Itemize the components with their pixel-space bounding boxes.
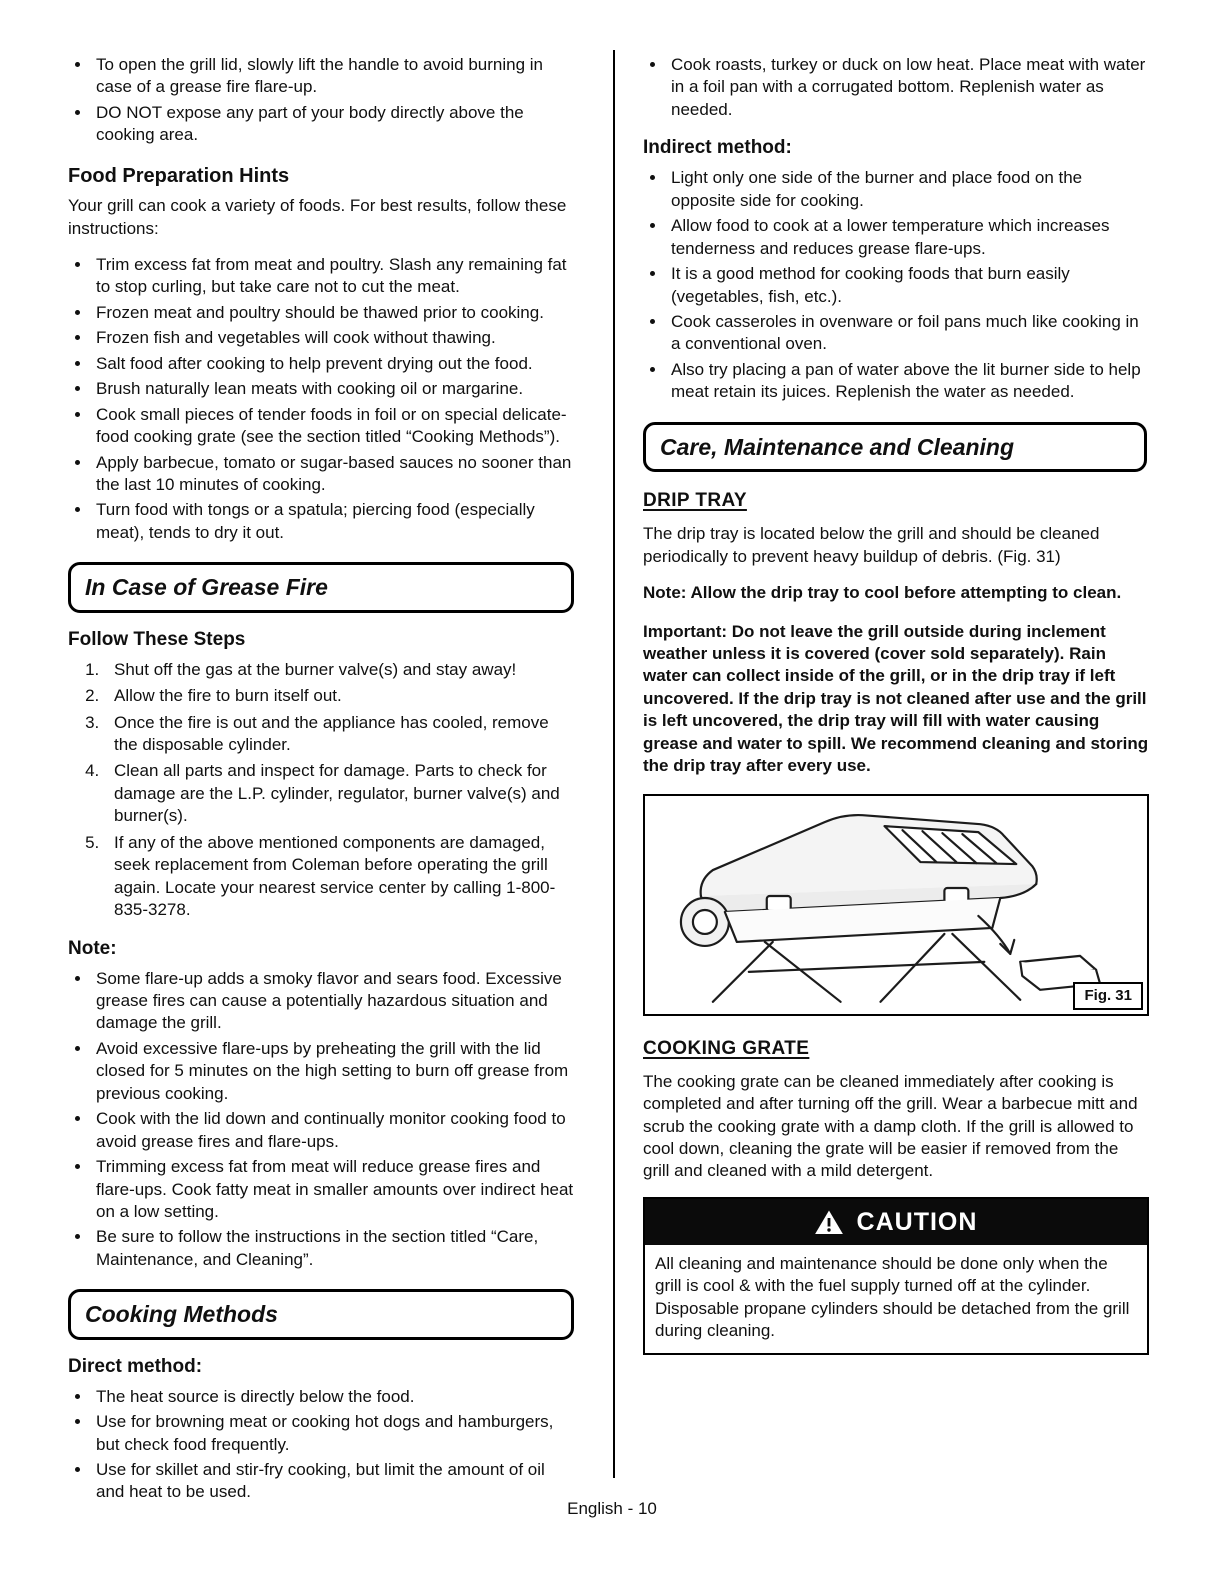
list-item: • Frozen fish and vegetables will cook without thawing. <box>92 327 576 349</box>
caution-title: CAUTION <box>856 1207 978 1236</box>
list-item: • Apply barbecue, tomato or sugar-based sauces no sooner than the last 10 minutes of cooking. <box>92 452 576 497</box>
list-item: • DO NOT expose any part of your body directly above the cooking area. <box>92 102 576 147</box>
drip-tray-body: The drip tray is located below the grill and should be cleaned periodically to prevent heavy buildup of debris. (Fig. 31) <box>643 524 1100 566</box>
list-item: • Trimming excess fat from meat will reduce grease fires and flare-ups. Cook fatty meat in smaller amounts over indirect heat on a low setting. <box>92 1156 576 1223</box>
left-column <box>68 54 576 1514</box>
list-item: • Cook with the lid down and continually monitor cooking food to avoid grease fires and flare-ups. <box>92 1108 576 1153</box>
food-prep-heading: Food Preparation Hints <box>68 164 290 187</box>
cooking-grate-body: The cooking grate can be cleaned immediately after cooking is completed and after turning off the grill. Wear a barbecue mitt and scrub the cooking grate with a damp cloth. If the grill is allowed to cool down, cleaning the grate will be easier if removed from the grill and cleaned with a mild detergent. <box>643 1071 1138 1181</box>
list-item: • Trim excess fat from meat and poultry. Slash any remaining fat to stop curling, but take care not to cut the meat. <box>92 254 576 299</box>
grill-drip-tray-illustration <box>649 800 1143 1008</box>
care-section-title-text: Care, Maintenance and Cleaning <box>660 433 1015 460</box>
grease-fire-step-list <box>68 659 576 922</box>
list-item: • Use for browning meat or cooking hot dogs and hamburgers, but check food frequently. <box>92 1411 576 1456</box>
column-divider <box>613 50 615 1478</box>
list-item: 4. Clean all parts and inspect for damage. Parts to check for damage are the L.P. cylinder, regulator, burner valve(s) and burner(s). <box>104 760 576 827</box>
list-item: • Avoid excessive flare-ups by preheating the grill with the lid closed for 5 minutes on the high setting to burn off grease from previous cooking. <box>92 1038 576 1105</box>
drip-tray-important: Important: Do not leave the grill outside during inclement weather unless it is covered (cover sold separately). Rain water can collect inside of the grill, or in the drip tray if left uncovered. If the drip tray is not cleaned after use and the grill is left uncovered, the drip tray will fill with water causing grease and water to spill. We recommend cleaning and storing the drip tray after every use. <box>643 621 1149 776</box>
food-prep-intro: Your grill can cook a variety of foods. For best results, follow these instructions: <box>68 196 567 238</box>
care-section-title <box>643 422 1147 472</box>
grease-fire-section-title-text: In Case of Grease Fire <box>85 574 328 601</box>
page-footer: English - 10 <box>567 1499 657 1518</box>
caution-header <box>645 1199 1147 1245</box>
list-item: • Use for skillet and stir-fry cooking, but limit the amount of oil and heat to be used. <box>92 1459 576 1504</box>
list-item: • Frozen meat and poultry should be thawed prior to cooking. <box>92 302 576 324</box>
list-item: • To open the grill lid, slowly lift the handle to avoid burning in case of a grease fire flare-up. <box>92 54 576 99</box>
list-item: • Some flare-up adds a smoky flavor and sears food. Excessive grease fires can cause a potentially hazardous situation and damage the grill. <box>92 968 576 1035</box>
list-item: • Cook casseroles in ovenware or foil pans much like cooking in a conventional oven. <box>667 311 1149 356</box>
top-bullet-list <box>68 54 576 147</box>
list-item: 5. If any of the above mentioned components are damaged, seek replacement from Coleman before operating the grill again. Locate your nearest service center by calling 1-800-835-3278. <box>104 832 576 922</box>
cooking-methods-section-title <box>68 1289 574 1339</box>
indirect-method-bullet-list <box>643 167 1149 403</box>
right-column <box>643 54 1149 1355</box>
list-item: 2. Allow the fire to burn itself out. <box>104 685 576 707</box>
list-item: • Brush naturally lean meats with cooking oil or margarine. <box>92 378 576 400</box>
right-top-bullet-list <box>643 54 1149 121</box>
warning-triangle-icon <box>815 1210 843 1235</box>
follow-steps-heading: Follow These Steps <box>68 628 246 650</box>
cooking-grate-heading: COOKING GRATE <box>643 1037 810 1059</box>
indirect-method-heading: Indirect method: <box>643 137 792 159</box>
list-item: • Cook roasts, turkey or duck on low heat. Place meat with water in a foil pan with a corrugated bottom. Replenish water as needed. <box>667 54 1149 121</box>
drip-tray-note: Note: Allow the drip tray to cool before attempting to clean. <box>643 583 1122 603</box>
caution-box <box>643 1197 1149 1355</box>
figure-label: Fig. 31 <box>1073 982 1143 1010</box>
list-item: • Cook small pieces of tender foods in foil or on special delicate-food cooking grate (see the section titled “Cooking Methods”). <box>92 404 576 449</box>
list-item: • Turn food with tongs or a spatula; piercing food (especially meat), tends to dry it out. <box>92 499 576 544</box>
cooking-methods-section-title-text: Cooking Methods <box>85 1301 278 1328</box>
list-item: • Light only one side of the burner and place food on the opposite side for cooking. <box>667 167 1149 212</box>
caution-body-text: All cleaning and maintenance should be done only when the grill is cool & with the fuel supply turned off at the cylinder. Disposable propane cylinders should be detached from the grill during cleaning. <box>655 1253 1130 1341</box>
list-item: • Be sure to follow the instructions in the section titled “Care, Maintenance, and Cleaning”. <box>92 1226 576 1271</box>
list-item: • Salt food after cooking to help prevent drying out the food. <box>92 353 576 375</box>
list-item: 3. Once the fire is out and the appliance has cooled, remove the disposable cylinder. <box>104 712 576 757</box>
note-heading: Note: <box>68 937 117 959</box>
grease-fire-section-title <box>68 562 574 612</box>
note-bullet-list <box>68 968 576 1272</box>
list-item: 1. Shut off the gas at the burner valve(s) and stay away! <box>104 659 576 681</box>
list-item: • The heat source is directly below the food. <box>92 1386 576 1408</box>
list-item: • Also try placing a pan of water above the lit burner side to help meat retain its juices. Replenish the water as needed. <box>667 359 1149 404</box>
list-item: • Allow food to cook at a lower temperature which increases tenderness and reduces grease flare-ups. <box>667 215 1149 260</box>
food-prep-bullet-list <box>68 254 576 544</box>
direct-method-bullet-list <box>68 1386 576 1504</box>
direct-method-heading: Direct method: <box>68 1355 203 1377</box>
drip-tray-figure <box>643 794 1149 1016</box>
drip-tray-heading: DRIP TRAY <box>643 490 747 512</box>
list-item: • It is a good method for cooking foods that burn easily (vegetables, fish, etc.). <box>667 263 1149 308</box>
